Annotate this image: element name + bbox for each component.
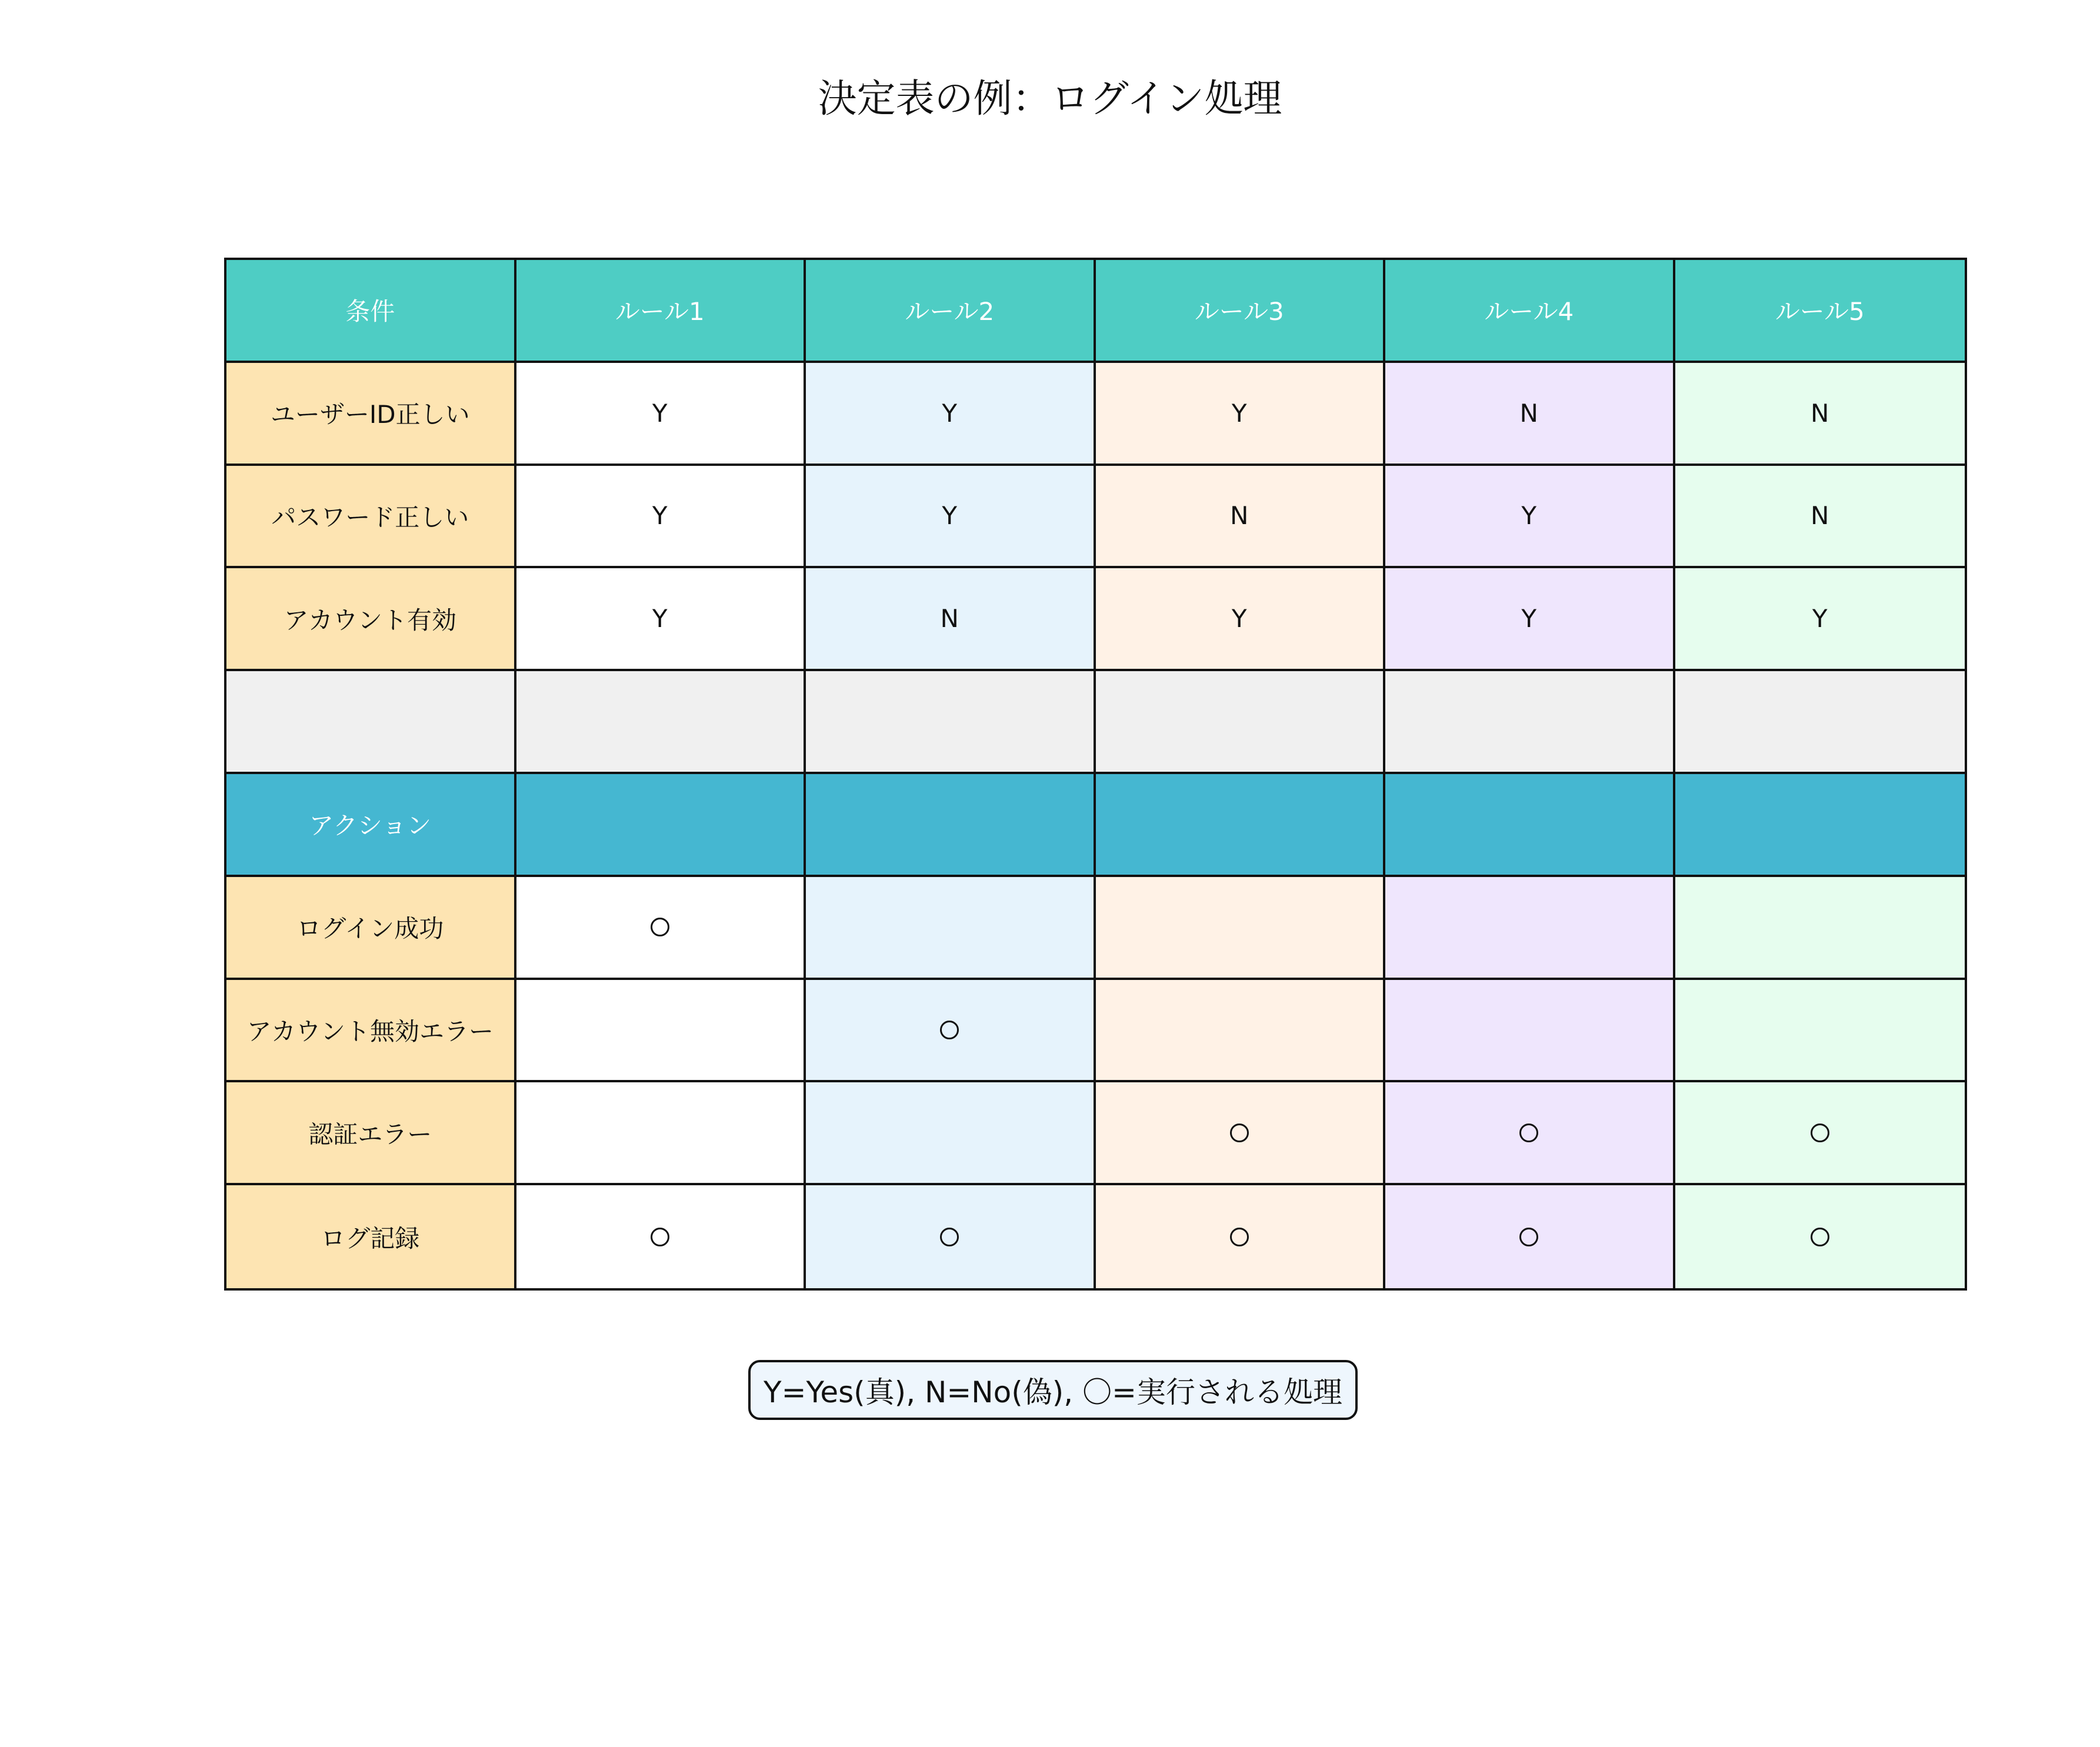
header-rule-4 bbox=[1385, 260, 1675, 363]
action-cell bbox=[1385, 1185, 1675, 1288]
action-cell bbox=[806, 1185, 1096, 1288]
action-cell bbox=[1385, 980, 1675, 1083]
action-cell bbox=[516, 1185, 806, 1288]
action-label bbox=[226, 1185, 516, 1288]
condition-value-text: N bbox=[940, 604, 959, 634]
action-cell bbox=[1675, 877, 1965, 980]
condition-value bbox=[1385, 363, 1675, 466]
action-label bbox=[226, 1082, 516, 1185]
action-cell bbox=[806, 877, 1096, 980]
separator-cell bbox=[1096, 671, 1386, 774]
condition-value bbox=[806, 568, 1096, 671]
condition-label-text: アカウント有効 bbox=[284, 605, 457, 635]
header-rule-1 bbox=[516, 260, 806, 363]
action-label bbox=[226, 877, 516, 980]
action-label-text: 認証エラー bbox=[308, 1119, 432, 1149]
header-rule-3 bbox=[1096, 260, 1386, 363]
action-cell bbox=[806, 980, 1096, 1083]
condition-value-text: Y bbox=[652, 604, 668, 634]
circle-mark-icon bbox=[1230, 1228, 1249, 1246]
action-header-cell bbox=[1675, 774, 1965, 877]
condition-label-text: ユーザーID正しい bbox=[270, 400, 470, 429]
condition-value bbox=[1385, 568, 1675, 671]
action-header-cell bbox=[806, 774, 1096, 877]
action-cell bbox=[1675, 1082, 1965, 1185]
action-cell bbox=[1385, 877, 1675, 980]
action-label-text: アカウント無効エラー bbox=[246, 1016, 494, 1046]
condition-value-text: Y bbox=[1231, 604, 1247, 634]
header-label: ルール5 bbox=[1775, 297, 1865, 326]
header-label: ルール2 bbox=[905, 297, 995, 326]
condition-value-text: N bbox=[1519, 398, 1538, 428]
circle-mark-icon bbox=[1519, 1123, 1538, 1142]
circle-mark-icon bbox=[940, 1228, 959, 1246]
action-header-cell bbox=[1096, 774, 1386, 877]
condition-value bbox=[1096, 363, 1386, 466]
action-header-cell bbox=[1385, 774, 1675, 877]
condition-label bbox=[226, 466, 516, 569]
condition-value-text: Y bbox=[652, 398, 668, 428]
condition-value-text: Y bbox=[1812, 604, 1828, 634]
header-label: ルール3 bbox=[1194, 297, 1284, 326]
separator-cell bbox=[1385, 671, 1675, 774]
action-header bbox=[226, 774, 516, 877]
action-cell bbox=[1096, 980, 1386, 1083]
header-rule-2 bbox=[806, 260, 1096, 363]
condition-value bbox=[516, 363, 806, 466]
action-label bbox=[226, 980, 516, 1083]
condition-value-text: Y bbox=[1521, 501, 1537, 531]
action-cell bbox=[1675, 1185, 1965, 1288]
condition-value bbox=[516, 466, 806, 569]
condition-value bbox=[1096, 466, 1386, 569]
decision-table bbox=[224, 258, 1967, 1291]
condition-value-text: Y bbox=[1521, 604, 1537, 634]
condition-value bbox=[1096, 568, 1386, 671]
condition-value bbox=[1675, 363, 1965, 466]
condition-value-text: Y bbox=[942, 398, 958, 428]
action-header-label: アクション bbox=[309, 811, 432, 841]
circle-mark-icon bbox=[1519, 1228, 1538, 1246]
action-cell bbox=[1096, 877, 1386, 980]
action-cell bbox=[1096, 1185, 1386, 1288]
condition-label bbox=[226, 568, 516, 671]
action-label-text: ログイン成功 bbox=[296, 914, 444, 943]
condition-value-text: Y bbox=[652, 501, 668, 531]
action-cell bbox=[516, 980, 806, 1083]
circle-mark-icon bbox=[1811, 1123, 1829, 1142]
condition-value-text: N bbox=[1811, 501, 1829, 531]
circle-mark-icon bbox=[1230, 1123, 1249, 1142]
condition-value-text: Y bbox=[1231, 398, 1247, 428]
header-label: ルール4 bbox=[1484, 297, 1574, 326]
circle-mark-icon bbox=[651, 1228, 669, 1246]
diagram-title: 決定表の例：ログイン処理 bbox=[818, 76, 1282, 121]
header-conditions bbox=[226, 260, 516, 363]
action-cell bbox=[1385, 1082, 1675, 1185]
action-cell bbox=[1096, 1082, 1386, 1185]
circle-mark-icon bbox=[940, 1021, 959, 1039]
condition-label-text: パスワード正しい bbox=[271, 502, 469, 532]
separator-cell bbox=[516, 671, 806, 774]
legend-box bbox=[748, 1360, 1358, 1420]
separator-cell bbox=[806, 671, 1096, 774]
action-cell bbox=[1675, 980, 1965, 1083]
action-cell bbox=[806, 1082, 1096, 1185]
header-rule-5 bbox=[1675, 260, 1965, 363]
condition-value bbox=[516, 568, 806, 671]
action-cell bbox=[516, 1082, 806, 1185]
action-label-text: ログ記録 bbox=[321, 1223, 420, 1253]
header-label: 条件 bbox=[345, 297, 395, 326]
action-header-cell bbox=[516, 774, 806, 877]
condition-value-text: N bbox=[1811, 398, 1829, 428]
condition-value bbox=[1675, 568, 1965, 671]
condition-value bbox=[1385, 466, 1675, 569]
action-cell bbox=[516, 877, 806, 980]
condition-value bbox=[1675, 466, 1965, 569]
separator-cell bbox=[226, 671, 516, 774]
condition-value-text: N bbox=[1230, 501, 1249, 531]
legend-text: Y=Yes(真), N=No(偽), 〇=実行される処理 bbox=[764, 1375, 1342, 1409]
condition-value bbox=[806, 466, 1096, 569]
header-label: ルール1 bbox=[615, 297, 705, 326]
condition-label bbox=[226, 363, 516, 466]
circle-mark-icon bbox=[1811, 1228, 1829, 1246]
condition-value-text: Y bbox=[942, 501, 958, 531]
condition-value bbox=[806, 363, 1096, 466]
separator-cell bbox=[1675, 671, 1965, 774]
circle-mark-icon bbox=[651, 918, 669, 936]
